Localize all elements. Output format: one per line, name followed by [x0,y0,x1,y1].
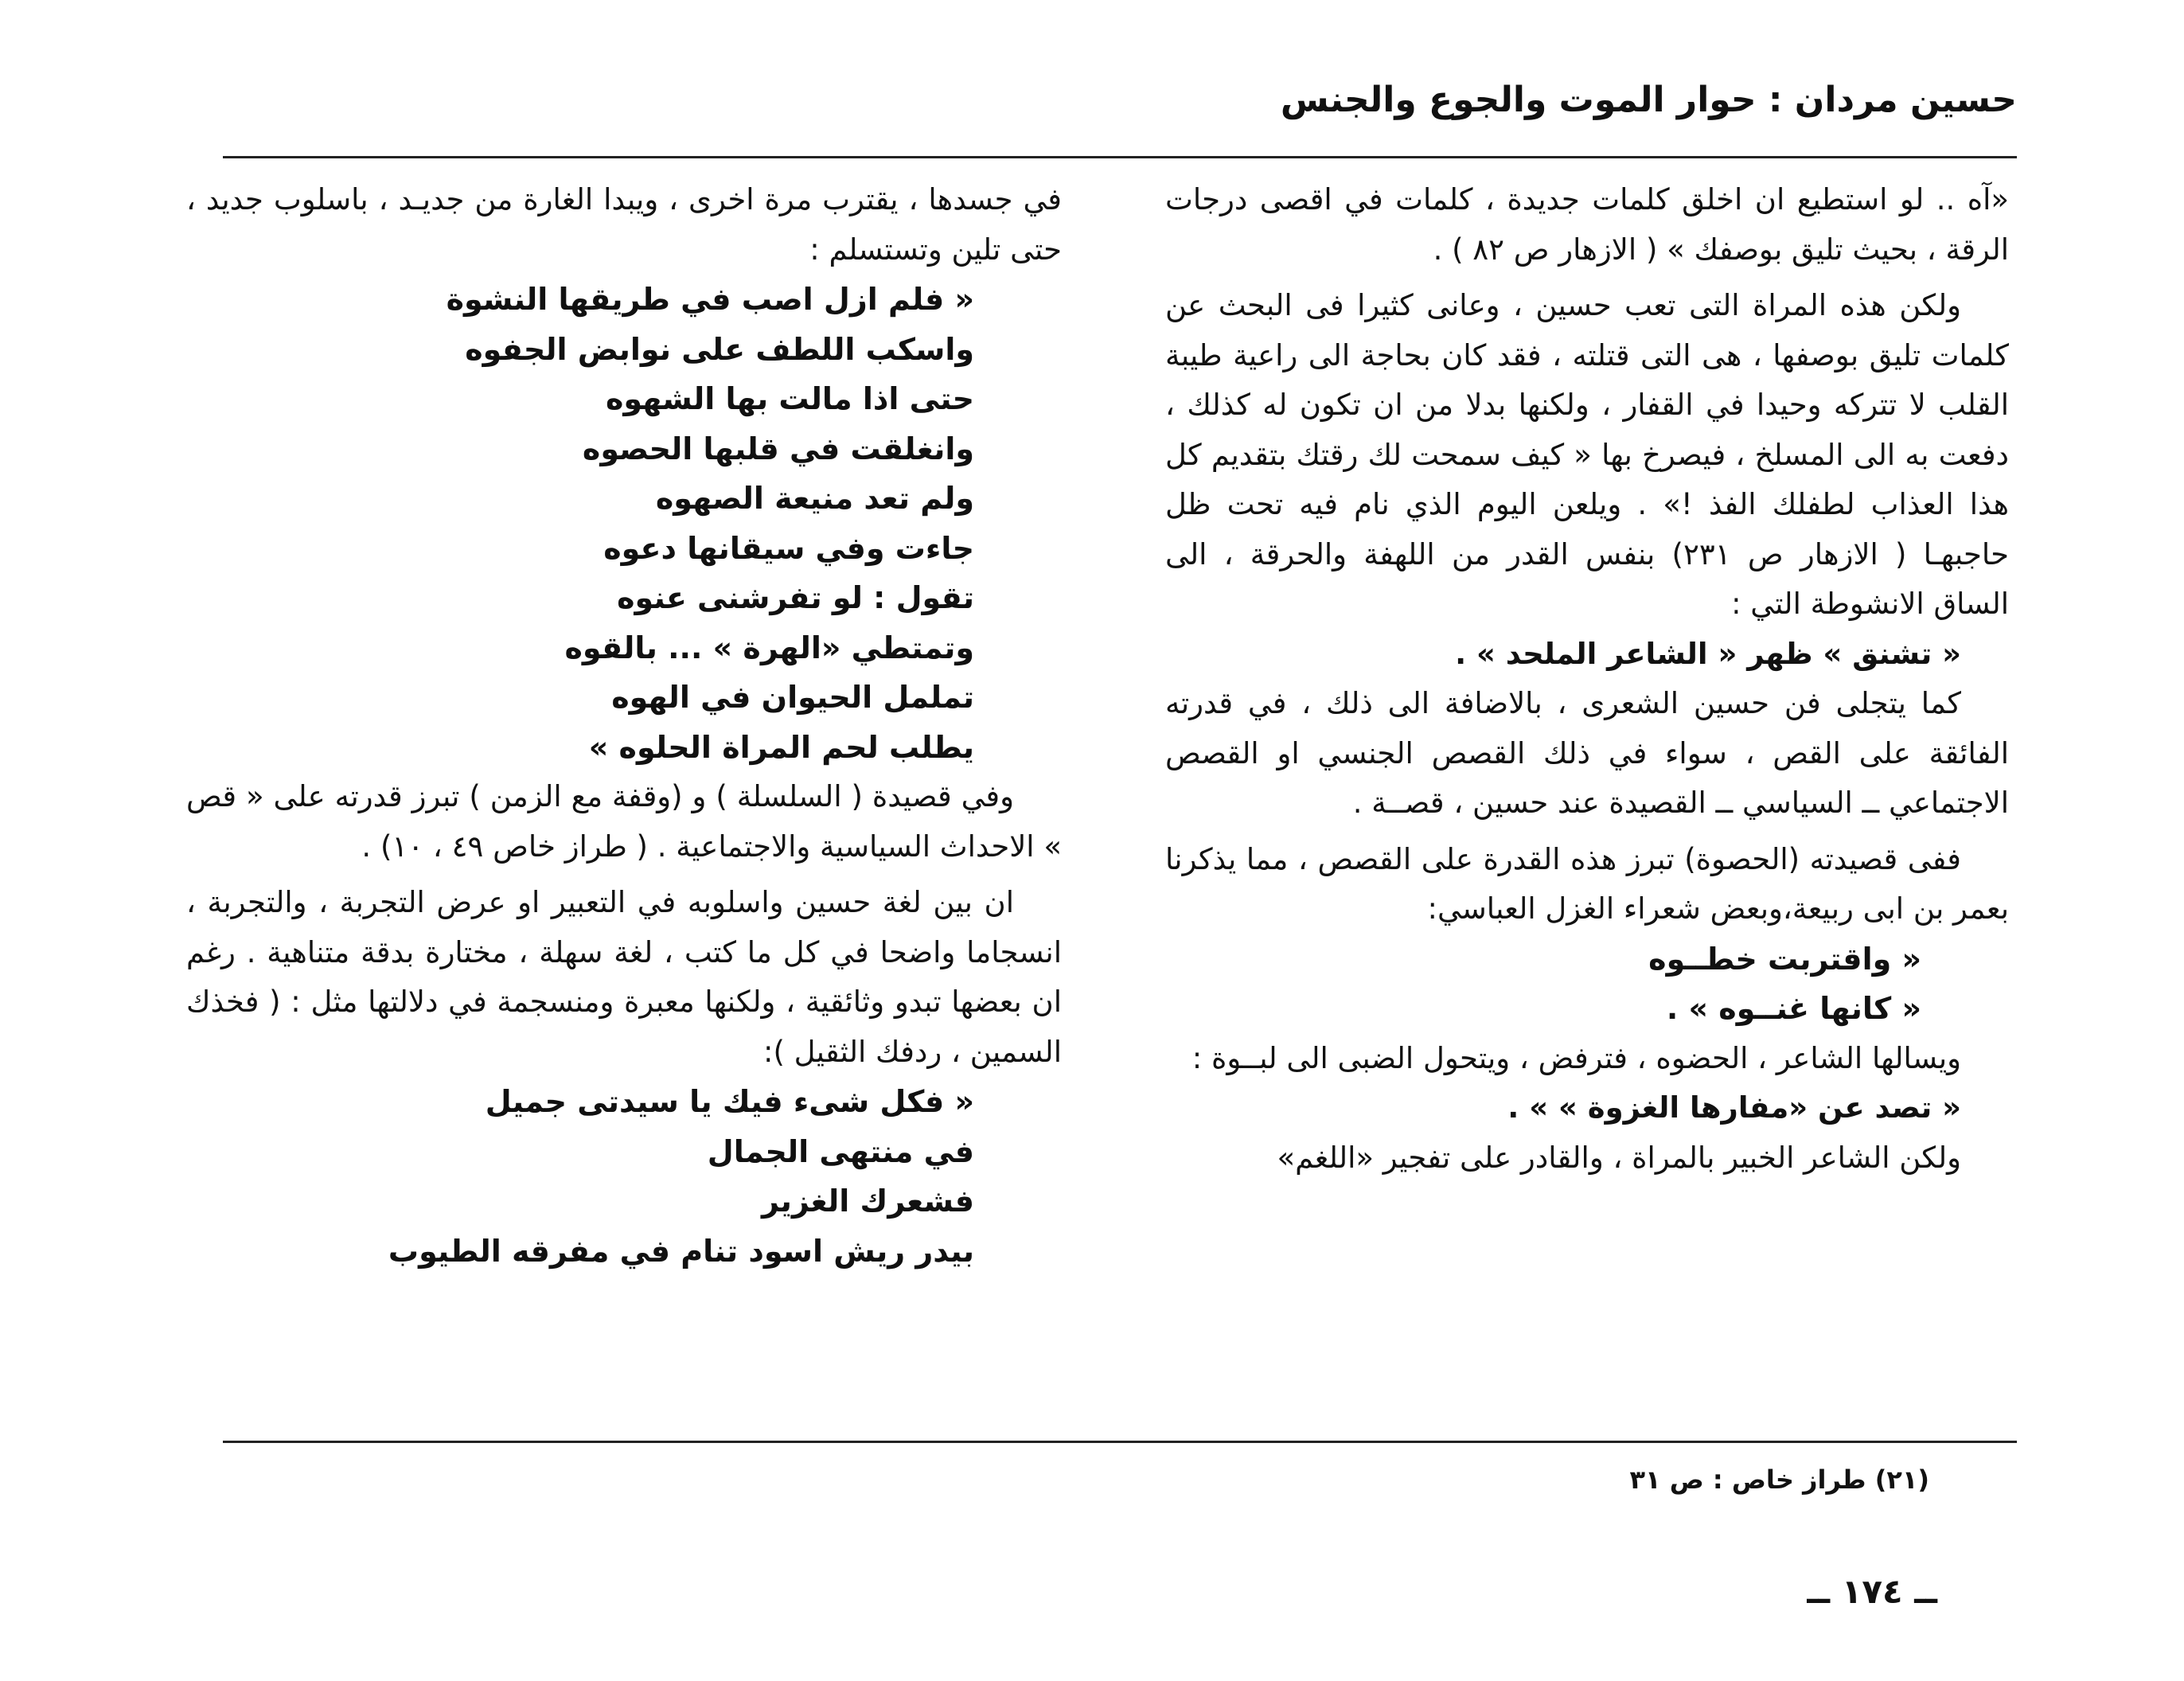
verse-line: واسكب اللطف على نوابض الجفوه [465,331,974,367]
page-number: ــ ١٧٤ ــ [1807,1572,1937,1611]
verse-block [186,1077,1062,1276]
verse-line: في منتهى الجمال [707,1133,974,1169]
running-header: حسين مردان : حوار الموت والجوع والجنس [1280,80,2017,120]
verse-block [1165,934,2009,1034]
paragraph: كما يتجلى فن حسين الشعرى ، بالاضافة الى ذلك ، في قدرته الفائقة على القص ، سواء في ذلك القصص الجنسي او القصص الاجتماعي ــ السياسي ــ القصيدة عند حسين ، قصــة . [1165,686,2009,820]
verse-line: حتى اذا مالت بها الشهوه [605,381,974,416]
header-divider [223,156,2017,158]
paragraph: ولكن هذه المراة التى تعب حسين ، وعانى كثيرا فى البحث عن كلمات تليق بوصفها ، هى التى قتلته ، فقد كان بحاجة الى راعية طيبة القلب لا تتركه وحيدا في القفار ، ولكنها بدلا من ان تكون له كذلك ، دفعت به الى المسلخ ، فيصرخ بها « كيف سمحت لك رقتك بتقديم كل هذا العذاب لطفلك الفذ !» . ويلعن اليوم الذي نام فيه تحت ظل حاجبهـا ( الازهار ص ٢٣١) بنفس القدر من اللهفة والحرقة ، الى الساق الانشوطة التي : [1165,288,2009,621]
paragraph: ففى قصيدته (الحصوة) تبرز هذه القدرة على القصص ، مما يذكرنا بعمر بن ابى ربيعة،وبعض شعراء الغزل العباسي: [1165,841,2009,926]
paragraph: في جسدها ، يقترب مرة اخرى ، ويبدا الغارة من جديـد ، باسلوب جديد ، حتى تلين وتستسلم : [186,182,1062,267]
verse-line: بيدر ريش اسود تنام في مفرقه الطيوب [388,1233,974,1269]
paragraph: ان بين لغة حسين واسلوبه في التعبير او عرض التجربة ، والتجربة ، انسجاما واضحا في كل ما كتب ، لغة سهلة ، مختارة بدقة متناهية . رغم ان بعضها تبدو وثائقية ، ولكنها معبرة ومنسجمة في دلالتها مثل : ( فخذك السمين ، ردفك الثقيل ): [186,885,1062,1069]
verse-line: فشعرك الغزير [762,1184,974,1219]
verse-line: جاءت وفي سيقانها دعوه [603,530,974,566]
verse-line: « فكل شىء فيك يا سيدتى جميل [485,1084,974,1119]
verse-line: « واقتربت خطــوه [1648,941,1921,977]
paragraph: ويسالها الشاعر ، الحضوه ، فترفض ، ويتحول الضبى الى لبــوة : [1191,1040,1961,1075]
paragraph: وفي قصيدة ( السلسلة ) و (وقفة مع الزمن ) تبرز قدرته على « قص » الاحداث السياسية والاجتماعية . ( طراز خاص ٤٩ ، ١٠) . [186,779,1062,864]
verse-line: « كانها غنــوه » . [1666,991,1921,1026]
paragraph: «آه .. لو استطيع ان اخلق كلمات جديدة ، كلمات في اقصى درجات الرقة ، بحيث تليق بوصفك » ( الازهار ص ٨٢ ) . [1165,182,2009,267]
verse-line: يطلب لحم المراة الحلوه » [588,729,974,765]
footnote: (٢١) طراز خاص : ص ٣١ [1629,1465,1929,1495]
quote-line: « تشنق » ظهر « الشاعر الملحد » . [1455,636,1961,671]
quote-line: « تصد عن «مفارها الغزوة » » . [1507,1090,1961,1125]
right-column [1165,175,2009,1183]
verse-line: « فلم ازل اصب في طريقها النشوة [446,282,974,317]
footnote-divider [223,1441,2017,1443]
left-column [186,175,1062,1276]
verse-line: تقول : لو تفرشنى عنوه [617,580,974,615]
verse-line: وتمتطي «الهرة » ... بالقوه [564,630,974,665]
verse-line: وانغلقت في قلبها الحصوه [582,431,974,466]
verse-line: ولم تعد منيعة الصهوه [655,481,974,516]
verse-block [186,275,1062,772]
verse-line: تململ الحيوان في الهوه [611,680,974,715]
paragraph: ولكن الشاعر الخبير بالمراة ، والقادر على تفجير «اللغم» [1277,1140,1961,1175]
